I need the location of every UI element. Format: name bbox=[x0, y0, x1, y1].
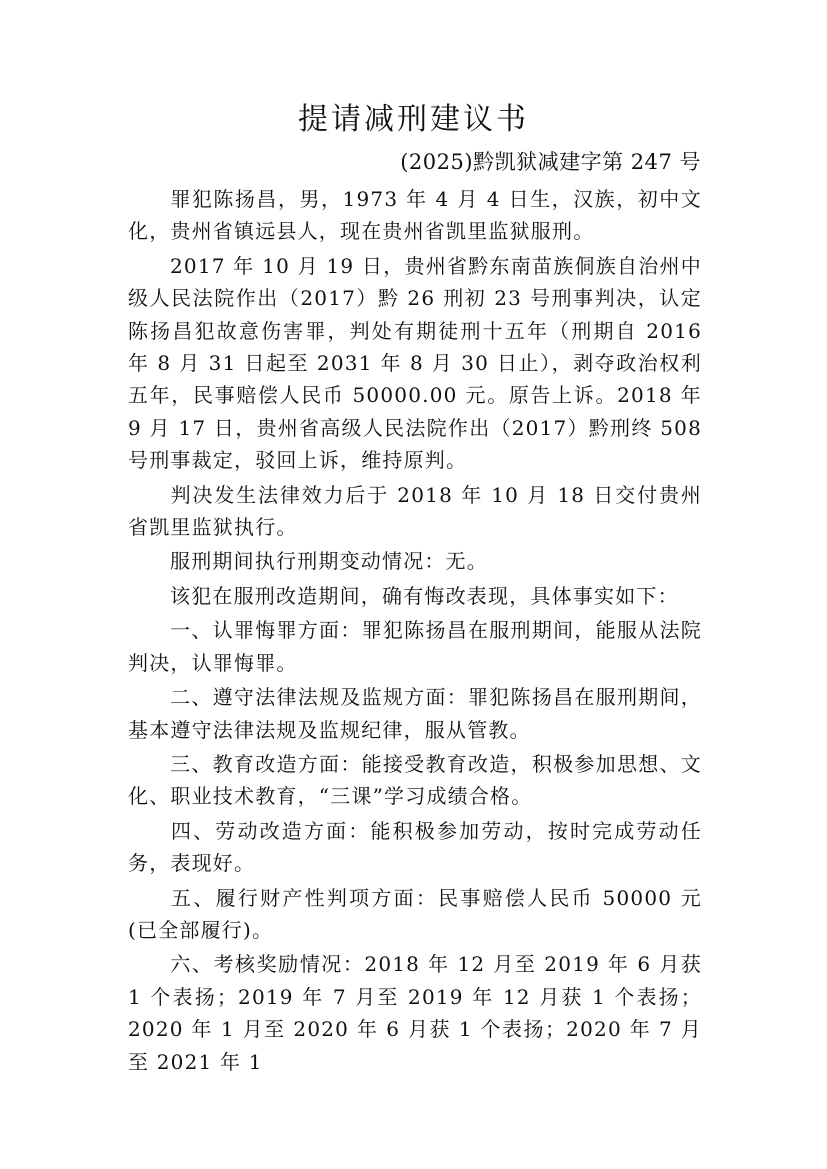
paragraph-text: 判决发生法律效力后于 2018 年 10 月 18 日交付贵州省凯里监狱执行。 bbox=[128, 482, 702, 540]
paragraph-education bbox=[128, 748, 702, 815]
paragraph-facts-intro bbox=[128, 580, 702, 614]
paragraph-judgment bbox=[128, 250, 702, 479]
paragraph-text: 四、劳动改造方面：能积极参加劳动，按时完成劳动任务，表现好。 bbox=[128, 818, 702, 876]
paragraph-text: 2017 年 10 月 19 日，贵州省黔东南苗族侗族自治州中级人民法院作出（2017）黔 26 刑初 23 号刑事判决，认定陈扬昌犯故意伤害罪，判处有期徒刑十五年（刑期自 2016 年 8 月 31 日起至 2031 年 8 月 30 日止），剥夺政治权利五年，民事赔偿人民币 50000.00 元。原告上诉。2018 年 9 月 17 日，贵州省高级人民法院作出（2017）黔刑终 508 号刑事裁定，驳回上诉，维持原判。 bbox=[128, 253, 702, 473]
paragraph-offender-info bbox=[128, 183, 702, 250]
document-number: (2025)黔凯狱减建字第 247 号 bbox=[400, 150, 701, 174]
paragraph-text: 二、遵守法律法规及监规方面：罪犯陈扬昌在服刑期间，基本遵守法律法规及监规纪律，服从管教。 bbox=[128, 685, 702, 742]
document-title: 提请减刑建议书 bbox=[298, 102, 529, 137]
paragraph-repentance bbox=[128, 614, 702, 681]
paragraph-labor bbox=[128, 815, 702, 882]
paragraph-text: 一、认罪悔罪方面：罪犯陈扬昌在服刑期间，能服从法院判决，认罪悔罪。 bbox=[128, 618, 702, 675]
paragraph-rewards bbox=[128, 948, 702, 1080]
paragraph-text: 服刑期间执行刑期变动情况：无。 bbox=[170, 549, 488, 574]
paragraph-delivery bbox=[128, 479, 702, 546]
paragraph-property bbox=[128, 882, 702, 949]
paragraph-text: 六、考核奖励情况：2018 年 12 月至 2019 年 6 月获 1 个表扬；2019 年 7 月至 2019 年 12 月获 1 个表扬；2020 年 1 月至 2020 年 6 月获 1 个表扬；2020 年 7 月至 2021 年 1 bbox=[128, 952, 702, 1074]
paragraph-text: 罪犯陈扬昌，男，1973 年 4 月 4 日生，汉族，初中文化，贵州省镇远县人，现在贵州省凯里监狱服刑。 bbox=[128, 187, 702, 244]
paragraph-text: 三、教育改造方面：能接受教育改造，积极参加思想、文化、职业技术教育，“三课”学习成绩合格。 bbox=[128, 751, 702, 809]
paragraph-text: 该犯在服刑改造期间，确有悔改表现，具体事实如下： bbox=[170, 583, 679, 608]
paragraph-text: 五、履行财产性判项方面：民事赔偿人民币 50000 元(已全部履行)。 bbox=[128, 885, 702, 942]
document-body bbox=[128, 183, 702, 1080]
paragraph-law-compliance bbox=[128, 681, 702, 748]
paragraph-sentence-changes bbox=[128, 545, 702, 579]
